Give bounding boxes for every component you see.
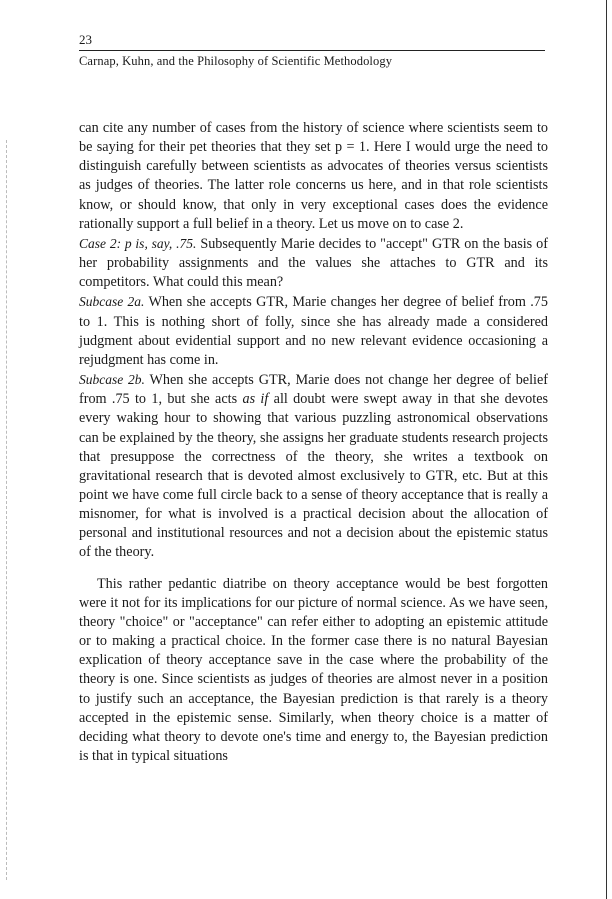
subcase-2a-label: Subcase 2a. (79, 294, 145, 310)
header-rule (79, 50, 545, 51)
paragraph-case-2 (79, 234, 548, 292)
subcase-2b-text-2: all doubt were swept away in that she devotes every waking hour to showing that various puzzling astronomical observations can be explained by the theory, she assigns her graduate students research projects that presuppose the correctness of the theory, she writes a textbook on gravitational research that is devoted almost exclusively to GTR, etc. But at this point we have come full circle back to a sense of theory acceptance that is really a misnomer, for what is involved is a practical decision about the allocation of personal and institutional resources and not a decision about the epistemic status of the theory. (79, 391, 549, 561)
case-2-label: Case 2: p is, say, .75. (79, 235, 197, 251)
body-text (79, 119, 548, 766)
running-title: Carnap, Kuhn, and the Philosophy of Scientific Methodology (79, 54, 393, 68)
paragraph-final: This rather pedantic diatribe on theory acceptance would be best forgotten were it not for its implications for our picture of normal science. As we have seen, theory "choice" or "acceptance" can refer either to adopting an epistemic attitude or to making a practical choice. In the former case there is no natural Bayesian explication of theory acceptance save in the case where the probability of the theory is one. Since scientists as judges of theories are almost never in a position to justify such an acceptance, the Bayesian prediction is that rarely is a theory accepted in the epistemic sense. Similarly, when theory choice is a matter of deciding what theory to devote one's time and energy to, the Bayesian prediction is that in typical situations (79, 575, 548, 764)
page-number: 23 (79, 32, 92, 47)
paragraph-subcase-2a (79, 292, 548, 370)
subcase-2b-text-1: When she accepts GTR, Marie does not change her degree of belief from .75 to 1, but she acts (79, 372, 548, 408)
page-edge-line (606, 0, 607, 899)
subcase-2b-as-if: as if (242, 391, 269, 408)
paragraph-intro: can cite any number of cases from the history of science where scientists seem to be saying for their pet theories that they set p = 1. Here I would urge the need to distinguish carefully between scientists as advocates of theories versus scientists as judges of theories. The latter role concerns us here, and in that role scientists know, or should know, that only in very exceptional cases does the evidence rationally support a full belief in a theory. Let us move on to case 2. (79, 120, 548, 232)
subcase-2a-text: When she accepts GTR, Marie changes her degree of belief from .75 to 1. This is nothing short of folly, since she has already made a considered judgment about evidential support and no new relevant evidence occasioning a rejudgment has come in. (79, 294, 548, 368)
case-2-text: Subsequently Marie decides to "accept" GTR on the basis of her probability assignments and the values she attaches to GTR and its competitors. What could this mean? (79, 235, 548, 291)
scan-edge-mark (6, 140, 8, 880)
subcase-2b-label: Subcase 2b. (79, 372, 145, 388)
paragraph-subcase-2b (79, 370, 548, 563)
